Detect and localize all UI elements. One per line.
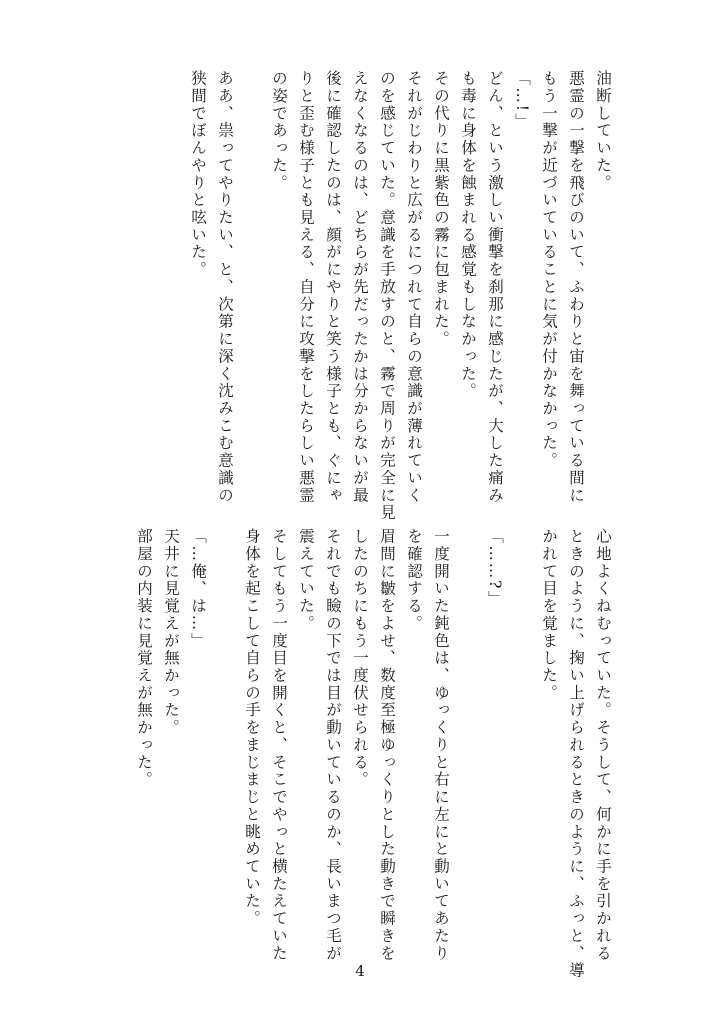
text-line: 震えていた。 bbox=[297, 528, 315, 633]
lower-text-block bbox=[130, 528, 616, 980]
text-line: 「…俺、は…」 bbox=[189, 528, 207, 650]
text-line: 天井に見覚えが無かった。 bbox=[162, 528, 180, 737]
text-line: えなくなるのは、どちらが先だったかは分からないが最 bbox=[351, 70, 369, 504]
text-line: ときのように、掬い上げられるときのように、ふっと、導 bbox=[567, 528, 585, 980]
text-line: 一度開いた鈍色は、ゆっくりと右に左にと動いてあたり bbox=[432, 528, 450, 962]
blank-line bbox=[211, 528, 238, 958]
text-line: 部屋の内装に見覚えが無かった。 bbox=[135, 528, 153, 789]
text-line: 「…!」 bbox=[513, 70, 531, 131]
upper-text-block bbox=[184, 70, 616, 522]
text-line: りと歪む様子とも見える、自分に攻撃をしたらしい悪霊 bbox=[297, 70, 315, 504]
text-line: 悪霊の一撃を飛びのいて、ふわりと宙を舞っている間に bbox=[567, 70, 585, 504]
text-line: したのちにもう一度伏せられる。 bbox=[351, 528, 369, 789]
text-line: 「……?」 bbox=[486, 528, 504, 608]
text-line: 油断していた。 bbox=[594, 70, 612, 192]
blank-line bbox=[238, 70, 265, 490]
text-line: のを感じていた。意識を手放すのと、霧で周りが完全に見 bbox=[378, 70, 396, 522]
text-line: 心地よくねむっていた。そうして、何かに手を引かれる bbox=[594, 528, 612, 962]
page-number: 4 bbox=[355, 962, 365, 980]
text-line: それがじわりと広がるにつれて自らの意識が薄れていく bbox=[405, 70, 423, 504]
text-line: を確認する。 bbox=[405, 528, 423, 633]
text-line: もう一撃が近づいていることに気が付かなかった。 bbox=[540, 70, 558, 470]
text-line: 身体を起こして自らの手をまじまじと眺めていた。 bbox=[243, 528, 261, 928]
text-line: かれて目を覚ました。 bbox=[540, 528, 558, 702]
blank-line bbox=[454, 528, 481, 958]
text-line: の姿であった。 bbox=[270, 70, 288, 192]
text-line: その代りに黒紫色の霧に包まれた。 bbox=[432, 70, 450, 348]
text-line: 眉間に皺をよせ、数度至極ゆっくりとした動きで瞬きを bbox=[378, 528, 396, 962]
blank-line bbox=[508, 528, 535, 958]
text-line: それでも瞼の下では目が動いているのか、長いまつ毛が bbox=[324, 528, 342, 962]
text-line: 後に確認したのは、顔がにやりと笑う様子とも、ぐにゃ bbox=[324, 70, 342, 504]
text-line: どん、という激しい衝撃を刹那に感じたが、大した痛み bbox=[486, 70, 504, 504]
text-line: 狭間でぼんやりと呟いた。 bbox=[189, 70, 207, 279]
text-line: ああ、祟ってやりたい、と、次第に深く沈みこむ意識の bbox=[216, 70, 234, 504]
text-line: そしてもう一度目を開くと、そこでやっと横たえていた bbox=[270, 528, 288, 962]
text-line: も毒に身体を蝕まれる感覚もしなかった。 bbox=[459, 70, 477, 400]
